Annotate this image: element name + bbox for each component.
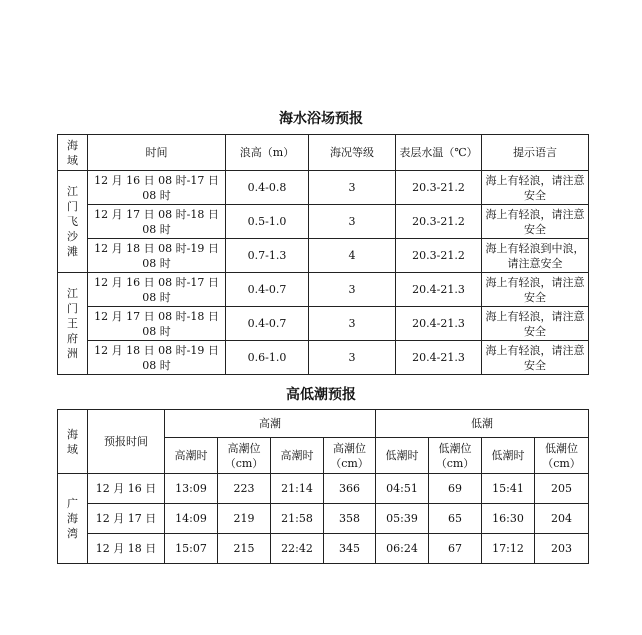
low-level-cell: 65: [429, 504, 482, 534]
table-row: [58, 171, 589, 205]
time-cell: 12 月 18 日 08 时-19 日 08 时: [88, 341, 226, 375]
low-level-cell: 203: [535, 534, 589, 564]
header-high-level: 高潮位（cm）: [218, 438, 271, 474]
wave-cell: 0.6-1.0: [226, 341, 309, 375]
wave-cell: 0.5-1.0: [226, 205, 309, 239]
temp-cell: 20.4-21.3: [396, 273, 482, 307]
table-row: [58, 341, 589, 375]
header-low-time: 低潮时: [376, 438, 429, 474]
wave-cell: 0.4-0.8: [226, 171, 309, 205]
area-cell: 江门王府洲: [58, 273, 88, 375]
low-level-cell: 205: [535, 474, 589, 504]
tide-forecast-title: 高低潮预报: [286, 387, 356, 403]
tip-cell: 海上有轻浪，请注意安全: [482, 171, 589, 205]
table-row: [58, 239, 589, 273]
low-level-cell: 67: [429, 534, 482, 564]
high-time-cell: 13:09: [165, 474, 218, 504]
header-area: 海域: [58, 410, 88, 474]
header-high-level: 高潮位（cm）: [324, 438, 376, 474]
tip-cell: 海上有轻浪，请注意安全: [482, 341, 589, 375]
low-time-cell: 06:24: [376, 534, 429, 564]
high-level-cell: 219: [218, 504, 271, 534]
temp-cell: 20.4-21.3: [396, 341, 482, 375]
beach-forecast-title: 海水浴场预报: [279, 111, 363, 127]
high-time-cell: 21:14: [271, 474, 324, 504]
date-cell: 12 月 17 日: [88, 504, 165, 534]
low-time-cell: 16:30: [482, 504, 535, 534]
date-cell: 12 月 16 日: [88, 474, 165, 504]
level-cell: 3: [309, 341, 396, 375]
high-level-cell: 215: [218, 534, 271, 564]
table-row: [58, 307, 589, 341]
high-level-cell: 366: [324, 474, 376, 504]
level-cell: 3: [309, 205, 396, 239]
low-time-cell: 15:41: [482, 474, 535, 504]
time-cell: 12 月 16 日 08 时-17 日 08 时: [88, 171, 226, 205]
header-area: 海域: [58, 135, 88, 171]
temp-cell: 20.3-21.2: [396, 171, 482, 205]
high-time-cell: 22:42: [271, 534, 324, 564]
header-low-level: 低潮位（cm）: [429, 438, 482, 474]
high-time-cell: 14:09: [165, 504, 218, 534]
area-cell: 广海湾: [58, 474, 88, 564]
table-header-row: [58, 135, 589, 171]
temp-cell: 20.4-21.3: [396, 307, 482, 341]
time-cell: 12 月 16 日 08 时-17 日 08 时: [88, 273, 226, 307]
low-time-cell: 17:12: [482, 534, 535, 564]
header-water-temp: 表层水温（℃）: [396, 135, 482, 171]
header-low-level: 低潮位（cm）: [535, 438, 589, 474]
header-high-time: 高潮时: [271, 438, 324, 474]
time-cell: 12 月 17 日 08 时-18 日 08 时: [88, 205, 226, 239]
tip-cell: 海上有轻浪，请注意安全: [482, 205, 589, 239]
low-level-cell: 204: [535, 504, 589, 534]
time-cell: 12 月 17 日 08 时-18 日 08 时: [88, 307, 226, 341]
area-cell: 江门飞沙滩: [58, 171, 88, 273]
header-high-tide: 高潮: [165, 410, 376, 438]
wave-cell: 0.4-0.7: [226, 273, 309, 307]
temp-cell: 20.3-21.2: [396, 239, 482, 273]
high-level-cell: 345: [324, 534, 376, 564]
date-cell: 12 月 18 日: [88, 534, 165, 564]
header-low-tide: 低潮: [376, 410, 589, 438]
table-header-row: [58, 410, 589, 438]
table-row: [58, 273, 589, 307]
table-row: [58, 534, 589, 564]
header-low-time: 低潮时: [482, 438, 535, 474]
time-cell: 12 月 18 日 08 时-19 日 08 时: [88, 239, 226, 273]
tip-cell: 海上有轻浪到中浪，请注意安全: [482, 239, 589, 273]
level-cell: 3: [309, 307, 396, 341]
low-time-cell: 04:51: [376, 474, 429, 504]
table-row: [58, 504, 589, 534]
level-cell: 3: [309, 171, 396, 205]
header-sea-level: 海况等级: [309, 135, 396, 171]
high-level-cell: 223: [218, 474, 271, 504]
table-row: [58, 474, 589, 504]
wave-cell: 0.4-0.7: [226, 307, 309, 341]
wave-cell: 0.7-1.3: [226, 239, 309, 273]
header-forecast-time: 预报时间: [88, 410, 165, 474]
tip-cell: 海上有轻浪，请注意安全: [482, 273, 589, 307]
temp-cell: 20.3-21.2: [396, 205, 482, 239]
low-time-cell: 05:39: [376, 504, 429, 534]
header-time: 时间: [88, 135, 226, 171]
level-cell: 3: [309, 273, 396, 307]
table-row: [58, 205, 589, 239]
low-level-cell: 69: [429, 474, 482, 504]
tide-forecast-table: [57, 409, 589, 564]
high-time-cell: 21:58: [271, 504, 324, 534]
header-high-time: 高潮时: [165, 438, 218, 474]
level-cell: 4: [309, 239, 396, 273]
high-time-cell: 15:07: [165, 534, 218, 564]
header-wave-height: 浪高（m）: [226, 135, 309, 171]
header-tip: 提示语言: [482, 135, 589, 171]
high-level-cell: 358: [324, 504, 376, 534]
beach-forecast-table: [57, 134, 589, 375]
tip-cell: 海上有轻浪，请注意安全: [482, 307, 589, 341]
